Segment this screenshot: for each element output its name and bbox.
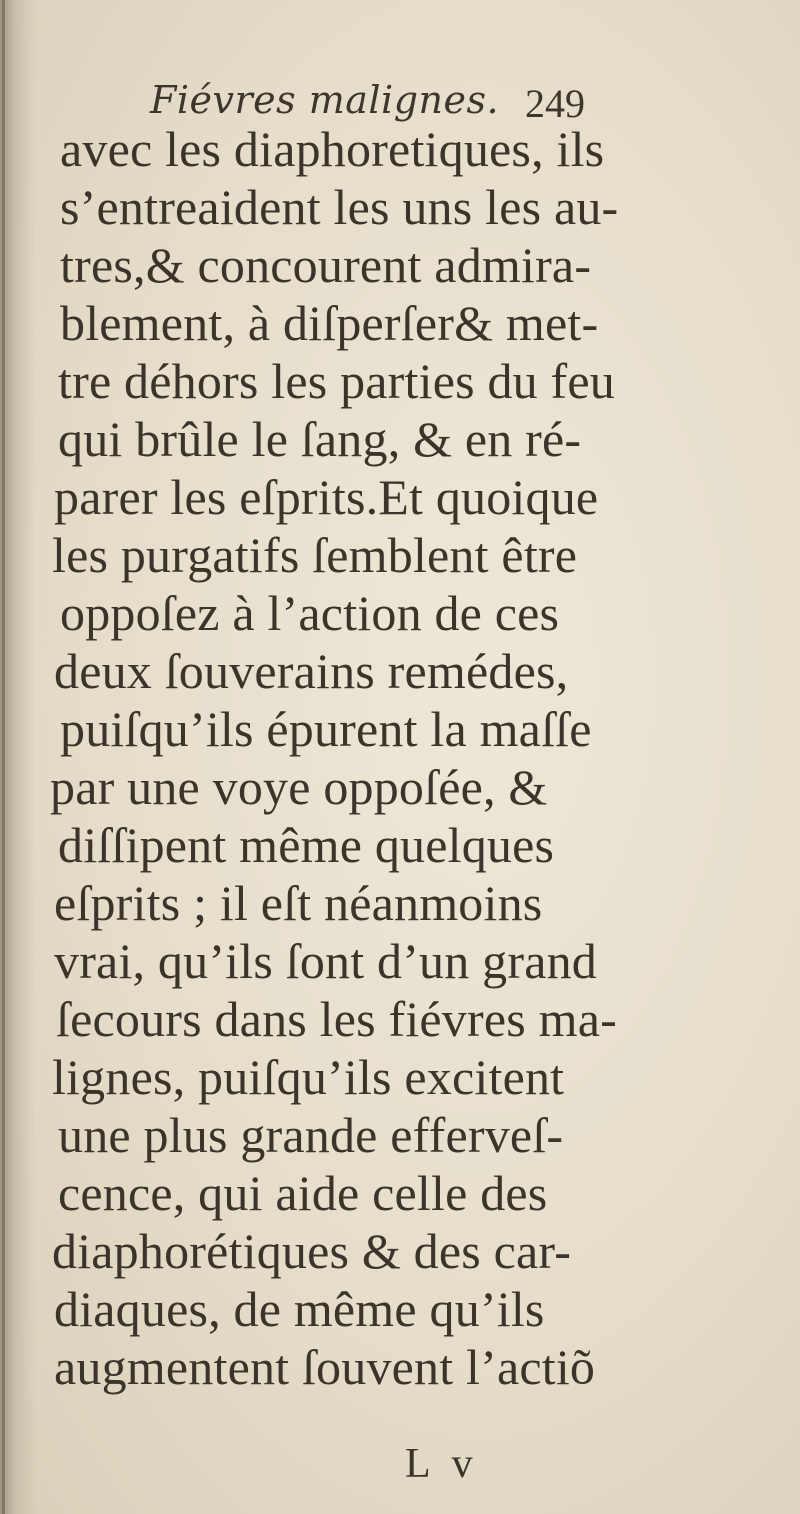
text-line: lignes, puiſqu’ils excitent (52, 1049, 565, 1105)
gutter-shadow (0, 0, 36, 1514)
spine-edge (2, 0, 5, 1514)
body-text (50, 120, 750, 1396)
text-line: deux ſouverains remédes, (54, 643, 569, 699)
text-line: par une voye oppoſée, & (50, 759, 548, 815)
running-head-title: Fiévres malignes. (150, 78, 500, 122)
text-line: cence, qui aide celle des (58, 1165, 548, 1221)
text-line: eſprits ; il eſt néanmoins (54, 875, 543, 931)
text-line: qui brûle le ſang, & en ré- (58, 411, 582, 467)
text-line: avec les diaphoretiques, ils (60, 121, 605, 177)
text-line: oppoſez à l’action de ces (60, 585, 560, 641)
text-line: s’entreaident les uns les au- (60, 179, 619, 235)
text-line: les purgatifs ſemblent être (52, 527, 578, 583)
text-line: tres,& concourent admira- (60, 237, 592, 293)
text-line: parer les eſprits.Et quoique (54, 469, 599, 525)
text-line: puiſqu’ils épurent la maſſe (60, 701, 592, 757)
text-line: vrai, qu’ils ſont d’un grand (54, 933, 598, 989)
text-line: diaphorétiques & des car- (52, 1223, 572, 1279)
text-line: blement, à diſperſer& met- (60, 295, 599, 351)
text-line: ſecours dans les fiévres ma- (56, 991, 617, 1047)
text-line: une plus grande efferveſ- (58, 1107, 564, 1163)
text-line: diaques, de même qu’ils (54, 1281, 545, 1337)
text-line: tre déhors les parties du feu (58, 353, 615, 409)
page-number: 249 (525, 81, 585, 126)
text-line: diſſipent même quelques (58, 817, 555, 873)
signature-mark: L v (405, 1441, 479, 1487)
text-line: augmentent ſouvent l’actiõ (54, 1339, 596, 1395)
